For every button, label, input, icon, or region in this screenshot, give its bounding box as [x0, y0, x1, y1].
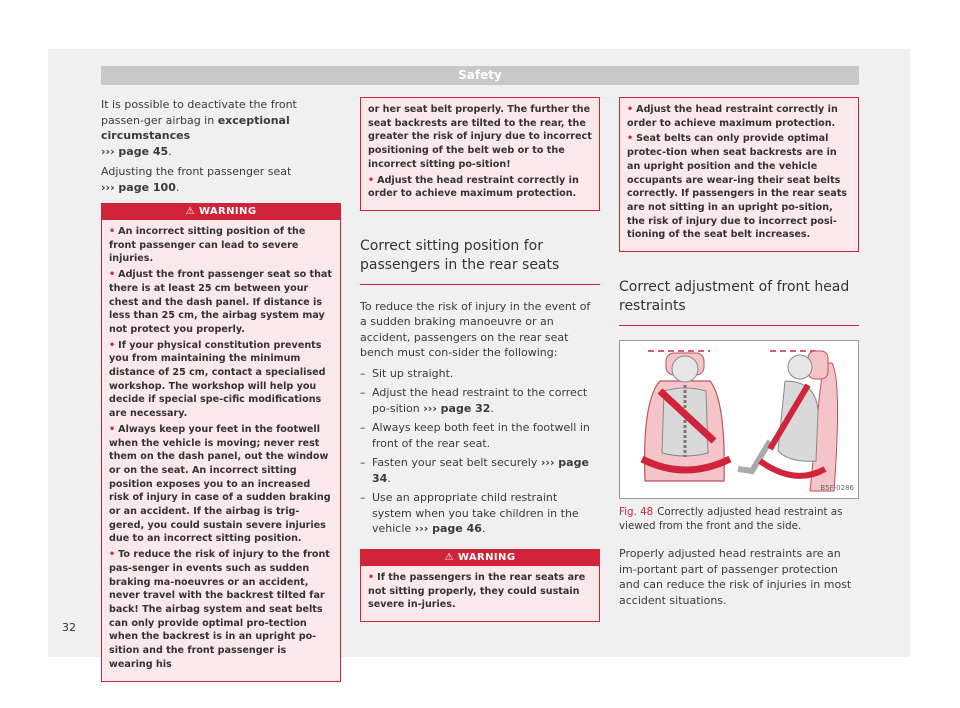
bullet-icon: • — [109, 339, 116, 351]
paragraph-text: Adjusting the front passenger seat — [101, 165, 292, 178]
page-link[interactable]: ››› page 32 — [423, 401, 491, 415]
intro-paragraph: To reduce the risk of injury in the event of a sudden braking manoeuvre or an accident, passengers on the rear seat bench must con-sider the following: — [360, 299, 591, 360]
bullet-icon: • — [627, 133, 634, 145]
warning-title: WARNING — [198, 206, 257, 217]
list-item — [360, 420, 600, 451]
bullet-icon: • — [109, 423, 116, 435]
punct: . — [175, 180, 180, 194]
warning-header — [102, 204, 340, 220]
page-number: 32 — [62, 621, 76, 634]
figure-caption-text: Correctly adjusted head restraint as viewed from the front and the side. — [619, 506, 843, 532]
warning-item — [109, 423, 333, 546]
paragraph-text: It is possible to deactivate the front passen-ger airbag in — [101, 98, 297, 127]
warning-box — [101, 203, 341, 682]
figure-caption — [619, 506, 859, 533]
rules-list — [360, 366, 600, 537]
list-item — [360, 385, 600, 416]
section-header-title: Safety — [458, 68, 502, 82]
punct: . — [168, 144, 172, 158]
warning-triangle-icon: ⚠ — [185, 206, 195, 217]
punct: . — [387, 471, 391, 485]
warning-item-text: Seat belts can only provide optimal protec-tion when seat backrests are in an upright position and the vehicle occupants are wear-ing their seat belts correctly. If passengers in the rear seats are not sitting in an upright po-sition, the risk of injury due to incorrect posi-tioning of the seat belt increases. — [627, 133, 847, 241]
section-title-head-restraints: Correct adjustment of front head restraints — [619, 278, 859, 326]
warning-item-text: Adjust the front passenger seat so that there is at least 25 cm between your chest and the dash panel. If distance is less than 25 cm, the airbag system may not protect you properly. — [109, 269, 332, 335]
bullet-icon: • — [627, 104, 634, 115]
warning-box-2 — [360, 549, 600, 622]
warning-item — [368, 174, 592, 201]
column-2 — [360, 97, 600, 622]
page-link[interactable]: ››› page 45 — [101, 144, 169, 158]
warning-item-text: If the passengers in the rear seats are not sitting properly, they could sustain severe in-juries. — [368, 571, 586, 611]
warning-item — [368, 571, 592, 612]
warning-item — [627, 103, 851, 130]
bullet-icon: • — [368, 174, 375, 186]
page-link[interactable]: ››› page 34 — [372, 456, 589, 485]
column-3 — [619, 97, 859, 613]
list-item — [360, 366, 600, 382]
warning-item-text: If your physical constitution prevents you from maintaining the minimum distance of 25 cm, contact a specialised workshop. The workshop will help you decide if special spe-cific modifications are necessary. — [109, 339, 326, 420]
warning-continued-text: or her seat belt properly. The further the seat backrests are tilted to the rear, the greater the risk of injury due to incorrect positioning of the belt web or to the incorrect sitting po-sition! — [368, 104, 592, 170]
warning-item-text: Adjust the head restraint correctly in order to achieve maximum protection. — [368, 174, 579, 200]
bold-text: exceptional circumstances — [101, 113, 290, 142]
list-item — [360, 455, 600, 486]
page-link[interactable]: ››› page 46 — [414, 522, 482, 536]
warning-box-continued-2 — [619, 97, 859, 252]
head-restraint-figure — [619, 340, 859, 499]
column-1 — [101, 97, 341, 682]
warning-item-text: To reduce the risk of injury to the front pas-senger in events such as sudden braking ma-noeuvres or an accident, never travel with the backrest tilted far back! The airbag system and seat belts can only provide optimal pro-tection when the backrest is in an upright po-sition and the front passenger is wearing his — [109, 549, 330, 670]
list-item-text: Adjust the head restraint to the correct po-sition — [372, 386, 588, 415]
warning-triangle-icon: ⚠ — [444, 551, 454, 563]
list-item-text: Fasten your seat belt securely — [372, 456, 541, 470]
warning-item — [109, 548, 333, 671]
section-header — [101, 66, 859, 85]
warning-item-text: Always keep your feet in the footwell when the vehicle is moving; never rest them on the dash panel, out the window or on the seat. An incorrect sitting position exposes you to an increased risk of injury in case of a sudden braking or an accident. If the airbag is trig-gered, you could sustain severe injuries due to an incorrect sitting position. — [109, 423, 331, 545]
warning-item — [109, 225, 333, 266]
warning-item — [627, 132, 851, 242]
bullet-icon: • — [109, 549, 116, 561]
warning-item-text: Adjust the head restraint correctly in order to achieve maximum protection. — [627, 104, 838, 129]
figure-code: B5F-0286 — [820, 483, 854, 492]
head-restraint-illustration — [620, 341, 858, 498]
list-item-text: Always keep both feet in the footwell in front of the rear seat. — [372, 421, 590, 450]
paragraph-seat — [101, 164, 341, 195]
list-item-text: Sit up straight. — [372, 366, 454, 380]
warning-header — [361, 550, 599, 566]
bullet-icon: • — [368, 571, 375, 583]
warning-item — [109, 268, 333, 337]
punct: . — [481, 522, 486, 536]
bullet-icon: • — [109, 269, 116, 281]
punct: . — [490, 401, 494, 415]
body-paragraph: Properly adjusted head restraints are an im-portant part of passenger protection and can reduce the risk of injuries in most accident situations. — [619, 547, 852, 607]
warning-item — [109, 339, 333, 421]
list-item-text: Use an appropriate child restraint system when you take children in the vehicle — [372, 491, 579, 536]
list-item — [360, 490, 600, 537]
warning-item-text: An incorrect sitting position of the front passenger can lead to severe injuries. — [109, 226, 306, 265]
page-link[interactable]: ››› page 100 — [101, 180, 176, 194]
figure-label: Fig. 48 — [619, 506, 654, 519]
paragraph-airbag — [101, 97, 341, 159]
bullet-icon: • — [109, 226, 116, 237]
section-title: Correct sitting position for passengers in the rear seats — [360, 237, 600, 285]
warning-box-continued — [360, 97, 600, 211]
warning-title: WARNING — [457, 551, 516, 563]
